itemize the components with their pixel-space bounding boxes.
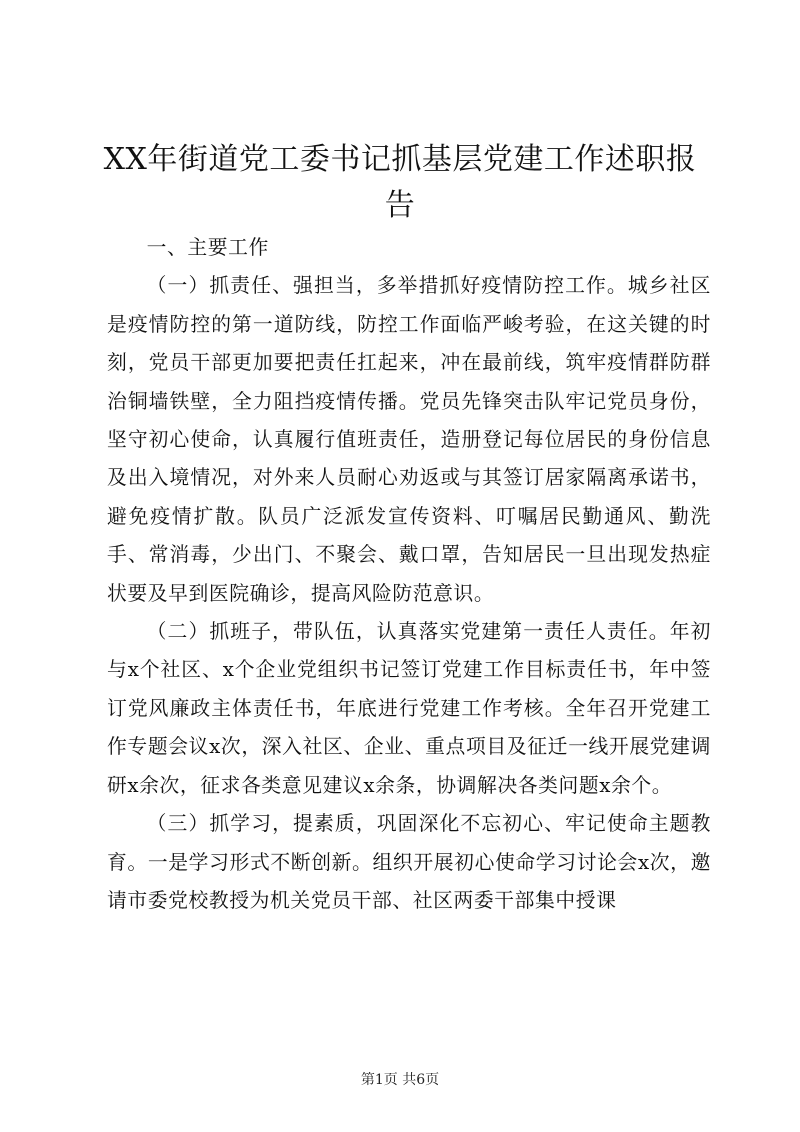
- page-footer: [0, 1070, 800, 1090]
- document-title-line-2: 告: [384, 188, 416, 223]
- section-heading: 一、主要工作: [146, 236, 269, 259]
- paragraph-2: （二）抓班子，带队伍，认真落实党建第一责任人责任。年初与x个社区、x个企业党组织书记签订党建工作目标责任书，年中签订党风廉政主体责任书，年底进行党建工作考核。全年召开党建工作专题会议x次，深入社区、企业、重点项目及征迁一线开展党建调研x余次，征求各类意见建议x余条，协调解决各类问题x余个。: [107, 620, 711, 797]
- paragraph-3: （三）抓学习，提素质，巩固深化不忘初心、牢记使命主题教育。一是学习形式不断创新。组织开展初心使命学习讨论会x次，邀请市委党校教授为机关党员干部、社区两委干部集中授课: [107, 812, 711, 912]
- document-body: [107, 229, 711, 920]
- page-number-label: 第1页 共6页: [360, 1072, 440, 1088]
- document-title-line-1: XX年街道党工委书记抓基层党建工作述职报: [103, 142, 697, 177]
- paragraph-1: （一）抓责任、强担当，多举措抓好疫情防控工作。城乡社区是疫情防控的第一道防线，防控工作面临严峻考验，在这关键的时刻，党员干部更加要把责任扛起来，冲在最前线，筑牢疫情群防群治铜墙铁壁，全力阻挡疫情传播。党员先锋突击队牢记党员身份，坚守初心使命，认真履行值班责任，造册登记每位居民的身份信息及出入境情况，对外来人员耐心劝返或与其签订居家隔离承诺书，避免疫情扩散。队员广泛派发宣传资料、叮嘱居民勤通风、勤洗手、常消毒，少出门、不聚会、戴口罩，告知居民一旦出现发热症状要及早到医院确诊，提高风险防范意识。: [107, 274, 711, 605]
